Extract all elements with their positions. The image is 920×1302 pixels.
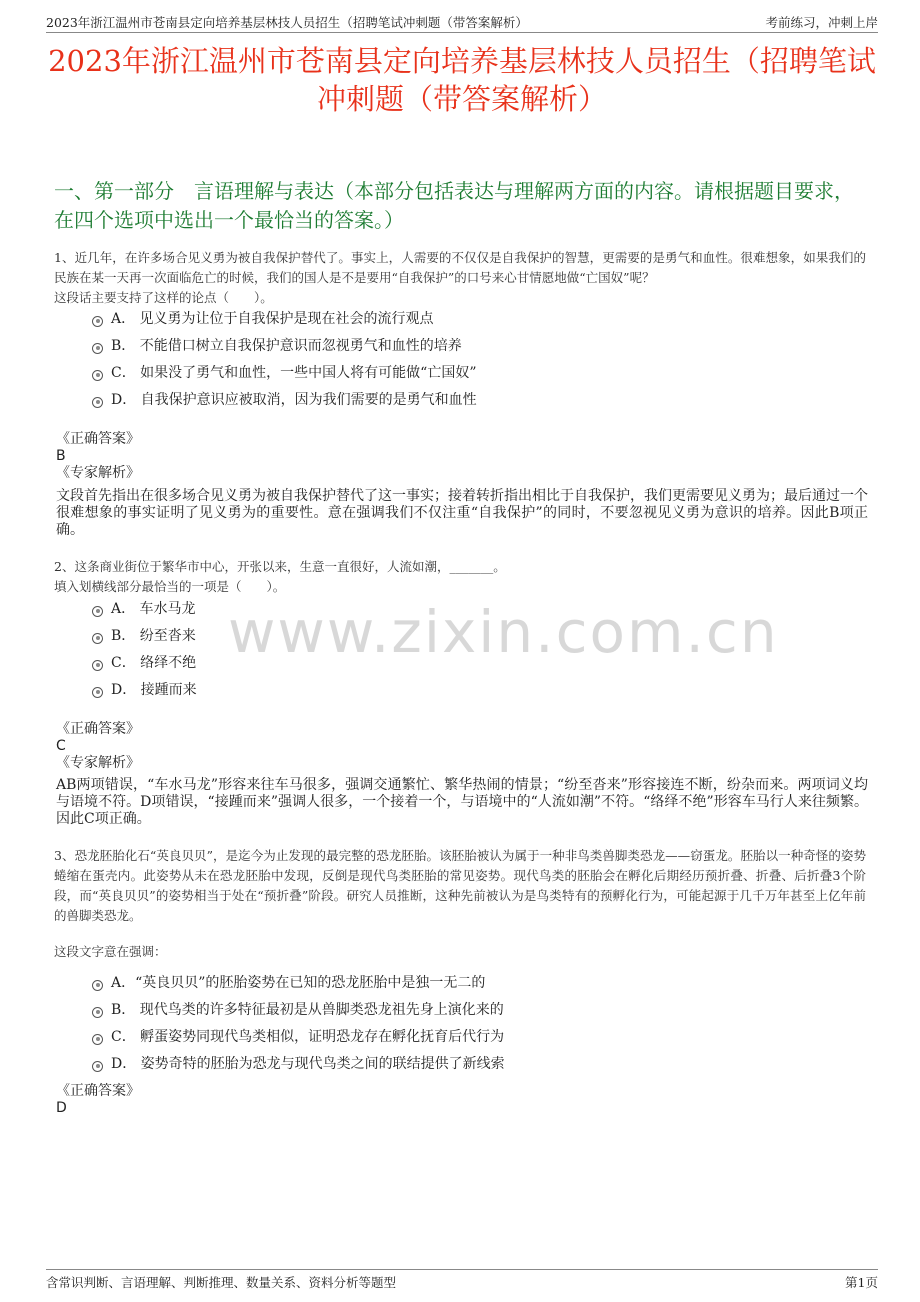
answer-label: 《正确答案》 bbox=[56, 431, 140, 447]
option-label: C． 络绎不绝 bbox=[111, 655, 197, 671]
option-label: A． 车水马龙 bbox=[111, 601, 196, 617]
question-prompt: 这段文字意在强调： bbox=[54, 944, 167, 959]
radio-icon[interactable] bbox=[92, 316, 103, 327]
question-stem: 1、近几年，在许多场合见义勇为被自我保护替代了。事实上，人需要的不仅仅是自我保护的智慧，更需要的是勇气和血性。很难想象，如果我们的民族在某一天再一次面临危亡的时候，我们的国人是不是要用“自我保护”的口号来心甘情愿地做“亡国奴”呢？ bbox=[54, 250, 866, 285]
option-label: B． 纷至沓来 bbox=[111, 628, 196, 644]
option-b[interactable] bbox=[92, 335, 462, 355]
answer-value: C bbox=[56, 738, 66, 754]
question-1 bbox=[54, 248, 866, 308]
question-stem: 2、这条商业街位于繁华市中心，开张以来，生意一直很好，人流如潮，_______。 bbox=[54, 559, 506, 574]
option-label: D． 自我保护意识应被取消，因为我们需要的是勇气和血性 bbox=[111, 392, 477, 408]
answer-value: D bbox=[56, 1100, 67, 1116]
option-d[interactable] bbox=[92, 389, 477, 409]
option-label: C． 孵蛋姿势同现代鸟类相似，证明恐龙存在孵化抚育后代行为 bbox=[111, 1029, 505, 1045]
question-2-analysis: AB两项错误，“车水马龙”形容来往车马很多，强调交通繁忙、繁华热闹的情景；“纷至沓来”形容接连不断，纷杂而来。两项词义均与语境不符。D项错误，“接踵而来”强调人很多，一个接着一个，与语境中的“人流如潮”不符。“络绎不绝”形容车马行人来往频繁。因此C项正确。 bbox=[56, 777, 868, 827]
radio-icon[interactable] bbox=[92, 343, 103, 354]
answer-label: 《正确答案》 bbox=[56, 1083, 140, 1099]
radio-icon[interactable] bbox=[92, 1061, 103, 1072]
question-3-answer bbox=[56, 1083, 866, 1117]
section-heading: 一、第一部分 言语理解与表达（本部分包括表达与理解两方面的内容。请根据题目要求，在四个选项中选出一个最恰当的答案。） bbox=[54, 179, 854, 232]
radio-icon[interactable] bbox=[92, 687, 103, 698]
option-d[interactable] bbox=[92, 1053, 505, 1073]
radio-icon[interactable] bbox=[92, 370, 103, 381]
question-1-analysis: 文段首先指出在很多场合见义勇为被自我保护替代了这一事实；接着转折指出相比于自我保护，我们更需要见义勇为；最后通过一个很难想象的事实证明了见义勇为的重要性。意在强调我们不仅注重“自我保护”的同时，不要忽视见义勇为意识的培养。因此B项正确。 bbox=[56, 488, 868, 538]
answer-value: B bbox=[56, 448, 66, 464]
page-number: 第1页 bbox=[845, 1275, 878, 1290]
option-a[interactable] bbox=[92, 308, 434, 328]
option-d[interactable] bbox=[92, 679, 197, 699]
question-2 bbox=[54, 557, 866, 597]
question-prompt: 这段话主要支持了这样的论点（ ）。 bbox=[54, 290, 273, 305]
option-label: C． 如果没了勇气和血性，一些中国人将有可能做“亡国奴” bbox=[111, 365, 477, 381]
question-3 bbox=[54, 846, 866, 962]
radio-icon[interactable] bbox=[92, 397, 103, 408]
option-c[interactable] bbox=[92, 362, 476, 382]
option-c[interactable] bbox=[92, 652, 196, 672]
radio-icon[interactable] bbox=[92, 606, 103, 617]
option-label: D． 接踵而来 bbox=[111, 682, 197, 698]
analysis-label: 《专家解析》 bbox=[56, 755, 140, 771]
document-title: 2023年浙江温州市苍南县定向培养基层林技人员招生（招聘笔试冲刺题（带答案解析） bbox=[48, 44, 876, 116]
header-slogan: 考前练习，冲刺上岸 bbox=[765, 15, 878, 30]
radio-icon[interactable] bbox=[92, 1034, 103, 1045]
option-a[interactable] bbox=[92, 972, 485, 992]
analysis-label: 《专家解析》 bbox=[56, 465, 140, 481]
radio-icon[interactable] bbox=[92, 633, 103, 644]
option-a[interactable] bbox=[92, 598, 196, 618]
question-1-answer bbox=[56, 431, 866, 482]
header-doc-title: 2023年浙江温州市苍南县定向培养基层林技人员招生（招聘笔试冲刺题（带答案解析） bbox=[46, 15, 528, 30]
option-label: B． 不能借口树立自我保护意识而忽视勇气和血性的培养 bbox=[111, 338, 462, 354]
watermark: www.zixin.com.cn bbox=[228, 598, 779, 666]
option-label: B． 现代鸟类的许多特征最初是从兽脚类恐龙祖先身上演化来的 bbox=[111, 1002, 504, 1018]
footer-note: 含常识判断、言语理解、判断推理、数量关系、资料分析等题型 bbox=[46, 1275, 397, 1290]
radio-icon[interactable] bbox=[92, 1007, 103, 1018]
option-b[interactable] bbox=[92, 625, 196, 645]
radio-icon[interactable] bbox=[92, 980, 103, 991]
question-prompt: 填入划横线部分最恰当的一项是（ ）。 bbox=[54, 579, 286, 594]
answer-label: 《正确答案》 bbox=[56, 721, 140, 737]
option-label: A． 见义勇为让位于自我保护是现在社会的流行观点 bbox=[111, 311, 434, 327]
option-c[interactable] bbox=[92, 1026, 504, 1046]
option-label: A．“英良贝贝”的胚胎姿势在已知的恐龙胚胎中是独一无二的 bbox=[111, 975, 486, 991]
radio-icon[interactable] bbox=[92, 660, 103, 671]
page-footer bbox=[46, 1269, 878, 1292]
option-b[interactable] bbox=[92, 999, 504, 1019]
question-2-answer bbox=[56, 721, 866, 772]
option-label: D． 姿势奇特的胚胎为恐龙与现代鸟类之间的联结提供了新线索 bbox=[111, 1056, 505, 1072]
page-header bbox=[46, 10, 878, 33]
question-stem: 3、恐龙胚胎化石“英良贝贝”，是迄今为止发现的最完整的恐龙胚胎。该胚胎被认为属于一种非鸟类兽脚类恐龙——窃蛋龙。胚胎以一种奇怪的姿势蜷缩在蛋壳内。此姿势从未在恐龙胚胎中发现，反倒是现代鸟类胚胎的常见姿势。现代鸟类的胚胎会在孵化后期经历预折叠、折叠、后折叠3个阶段，而“英良贝贝”的姿势相当于处在“预折叠”阶段。研究人员推断，这种先前被认为是鸟类特有的预孵化行为，可能起源于几千万年甚至上亿年前的兽脚类恐龙。 bbox=[54, 848, 866, 923]
